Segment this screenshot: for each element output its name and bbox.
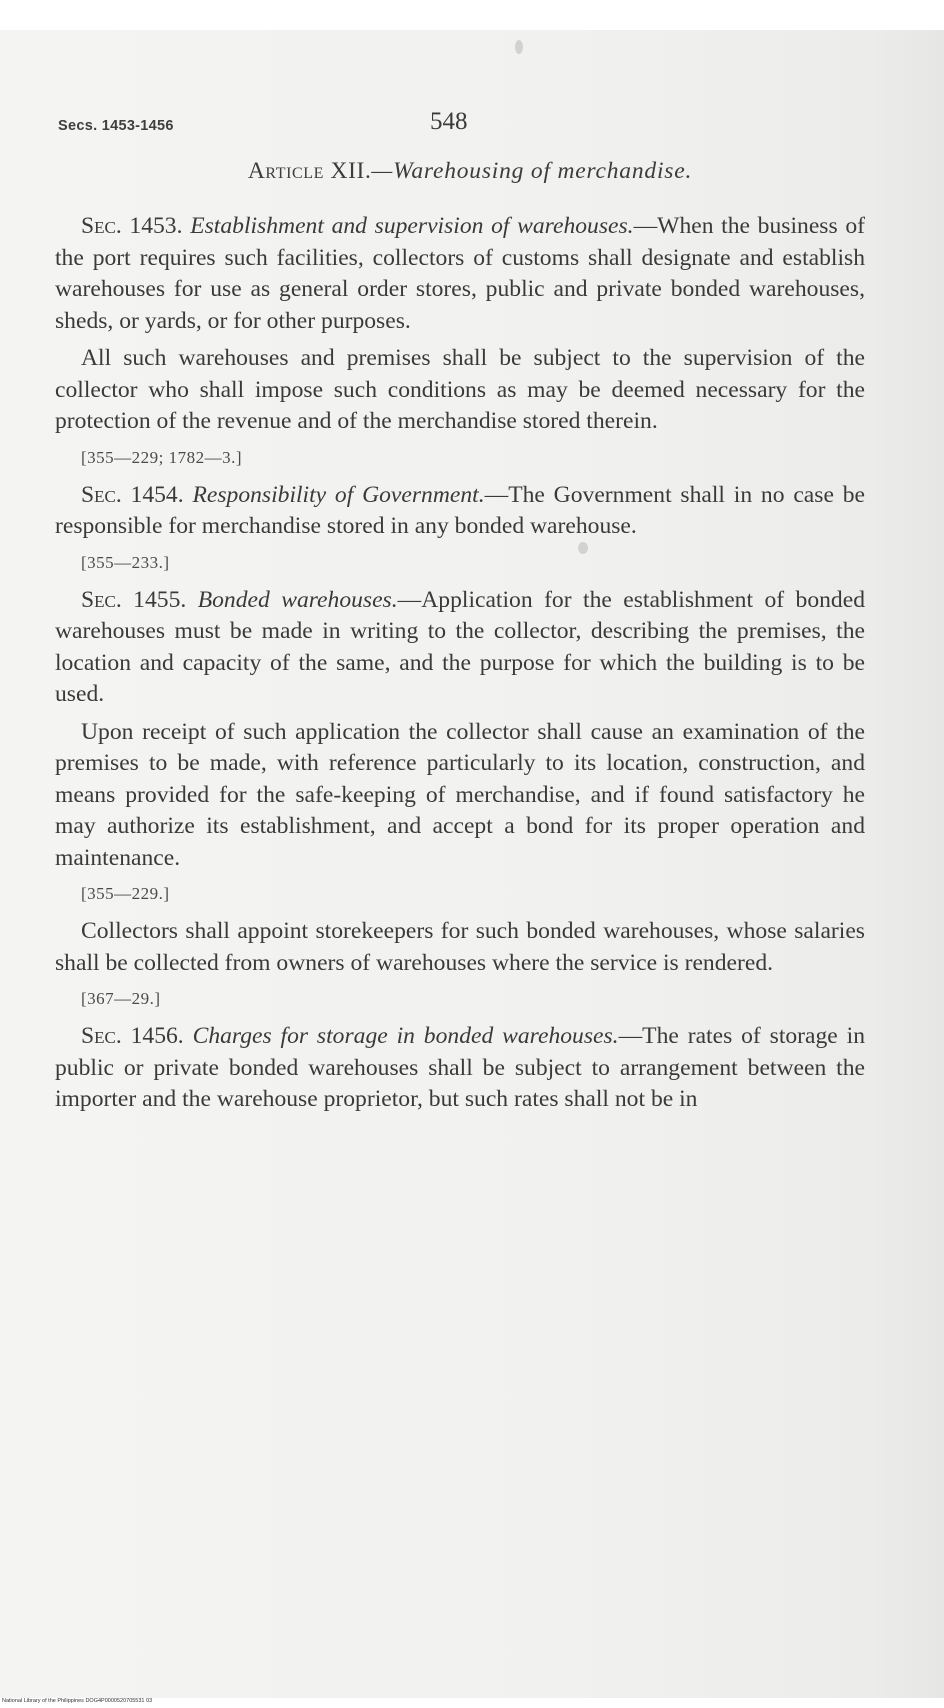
section-number: Sec. 1455. [81, 586, 187, 613]
citation: [355—229.] [81, 884, 170, 903]
paragraph [55, 343, 865, 438]
paragraph-text: —The Government shall in no case be responsible for merchandise stored in any bonded warehouse. [55, 481, 865, 539]
section-number: Sec. 1453. [81, 213, 183, 239]
paragraph-text: All such warehouses and premises shall be subject to the supervision of the collector who shall impose such conditions as may be deemed necessary for the protection of the revenue and of the merchandise stored therein. [55, 345, 865, 434]
section-number: Sec. 1456. [81, 1023, 184, 1049]
paragraph [55, 916, 865, 979]
section-heading: Establishment and supervision of warehouses. [190, 213, 634, 239]
document-body [55, 211, 865, 1116]
paragraph-text: —Application for the establishment of bonded warehouses must be made in writing to the collector, describing the premises, the location and capacity of the same, and the purpose for which the building is to be used. [55, 586, 865, 707]
article-title: —Warehousing of merchandise. [371, 158, 693, 184]
library-watermark: National Library of the Philippines DOG4P0000520705531 03 [2, 1698, 153, 1704]
paragraph-text: —The rates of storage in public or private bonded warehouses shall be subject to arrangement between the importer and the warehouse proprietor, but such rates shall not be in [55, 1023, 866, 1112]
section-heading: Charges for storage in bonded warehouses. [192, 1023, 619, 1049]
paragraph-text: Upon receipt of such application the collector shall cause an examination of the premises to be made, with reference particularly to its location, construction, and means provided for the safe-keeping of merchandise, and if found satisfactory he may authorize its establishment, and accept a bond for its proper operation and maintenance. [55, 718, 865, 871]
paragraph [55, 717, 865, 875]
section-range: Secs. 1453-1456 [58, 118, 174, 134]
section-paragraph [55, 1021, 865, 1116]
citation: [355—233.] [81, 552, 170, 572]
section-paragraph [55, 480, 865, 543]
article-label: Article XII. [247, 158, 372, 184]
citation: [367—29.] [81, 989, 161, 1008]
section-paragraph [55, 211, 865, 337]
paper-speck [515, 40, 523, 54]
citation: [355—229; 1782—3.] [81, 447, 243, 467]
running-head [55, 108, 865, 142]
section-heading: Bonded warehouses. [197, 586, 398, 613]
document-page [55, 108, 865, 1116]
article-heading [55, 158, 865, 185]
section-paragraph [55, 585, 865, 711]
page-number: 548 [430, 108, 468, 135]
paragraph-text: —When the business of the port requires such facilities, collectors of customs shall designate and establish warehouses for use as general order stores, public and private bonded warehouses, sheds, or yards, or for other purposes. [55, 213, 865, 334]
section-heading: Responsibility of Government. [192, 481, 485, 508]
paragraph-text: Collectors shall appoint storekeepers for such bonded warehouses, whose salaries shall be collected from owners of warehouses where the service is rendered. [55, 918, 865, 976]
section-number: Sec. 1454. [81, 481, 184, 508]
